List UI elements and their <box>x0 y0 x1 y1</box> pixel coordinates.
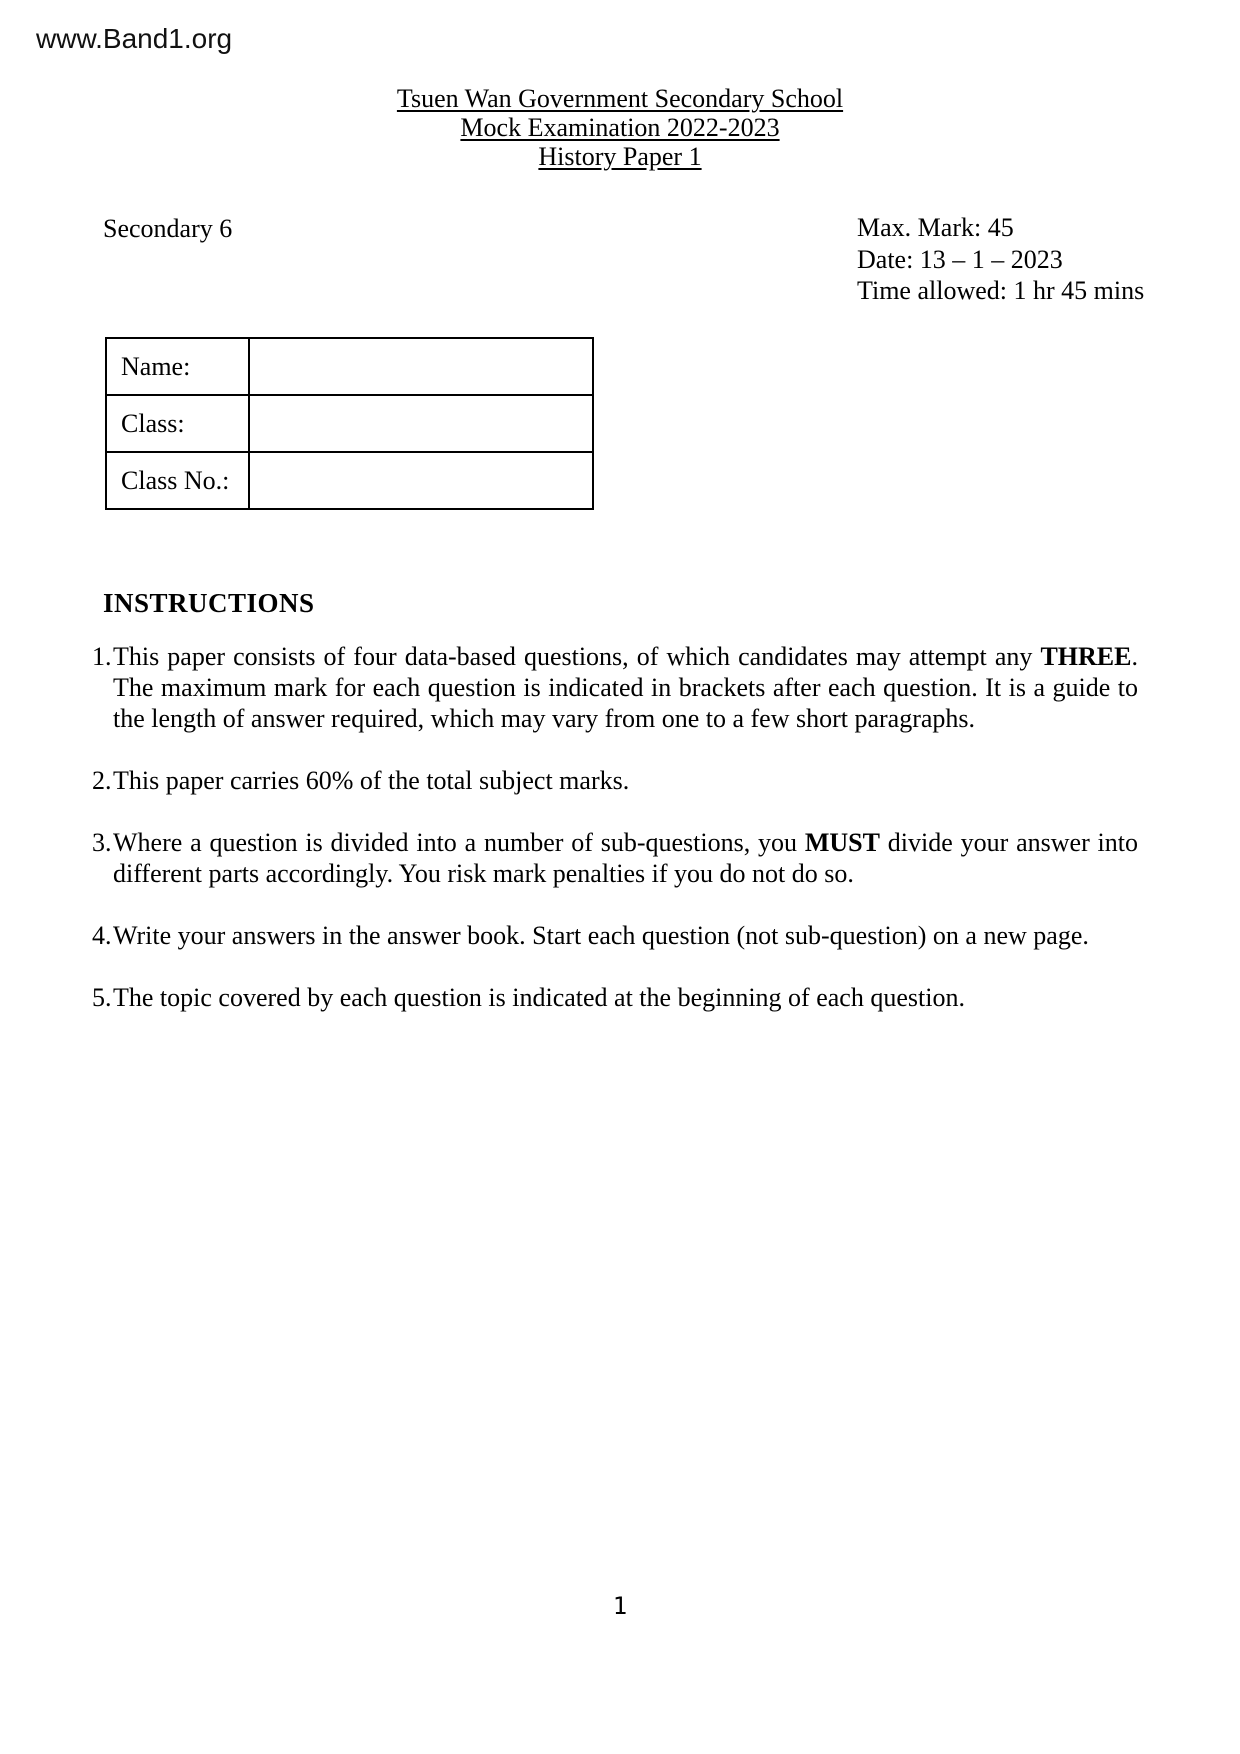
instruction-item <box>92 920 1138 951</box>
paper-name: History Paper 1 <box>538 142 702 171</box>
school-name: Tsuen Wan Government Secondary School <box>396 84 844 113</box>
instruction-text: The topic covered by each question is indicated at the beginning of each question. <box>113 983 965 1012</box>
instruction-number: 3. <box>92 828 112 857</box>
instruction-number: 4. <box>92 921 112 950</box>
exam-name: Mock Examination 2022-2023 <box>460 113 780 142</box>
time-allowed: Time allowed: 1 hr 45 mins <box>857 276 1145 305</box>
table-row <box>106 395 593 452</box>
max-mark: Max. Mark: 45 <box>857 213 1014 242</box>
instruction-text: This paper consists of four data-based questions, of which candidates may attempt any THREE. The maximum mark for each question is indicated in brackets after each question. It is a guide to the length of answer required, which may vary from one to a few short paragraphs. <box>113 642 1138 733</box>
paper-title-block <box>0 84 1240 171</box>
exam-info-block <box>857 212 1144 307</box>
instruction-item <box>92 641 1138 734</box>
page-number: 1 <box>612 1592 628 1620</box>
instructions-heading: INSTRUCTIONS <box>103 588 315 618</box>
table-row <box>106 452 593 509</box>
instruction-number: 2. <box>92 766 112 795</box>
class-no-field-cell <box>249 452 593 509</box>
level-label: Secondary 6 <box>103 214 233 243</box>
instruction-number: 1. <box>92 642 112 671</box>
name-label: Name: <box>106 338 249 395</box>
class-no-label: Class No.: <box>106 452 249 509</box>
instruction-number: 5. <box>92 983 112 1012</box>
exam-date: Date: 13 – 1 – 2023 <box>857 244 1063 274</box>
class-label: Class: <box>106 395 249 452</box>
class-field-cell <box>249 395 593 452</box>
site-watermark: www.Band1.org <box>36 23 233 54</box>
instruction-item <box>92 982 1138 1013</box>
student-info-table <box>105 337 594 510</box>
instruction-text: This paper carries 60% of the total subject marks. <box>113 766 630 795</box>
instruction-text: Write your answers in the answer book. Start each question (not sub-question) on a new page. <box>113 921 1089 950</box>
name-field-cell <box>249 338 593 395</box>
instruction-item <box>92 827 1138 889</box>
table-row <box>106 338 593 395</box>
instructions-list <box>92 641 1138 1044</box>
instruction-text: Where a question is divided into a number of sub-questions, you MUST divide your answer into different parts accordingly. You risk mark penalties if you do not do so. <box>113 828 1138 888</box>
instruction-item <box>92 765 1138 796</box>
